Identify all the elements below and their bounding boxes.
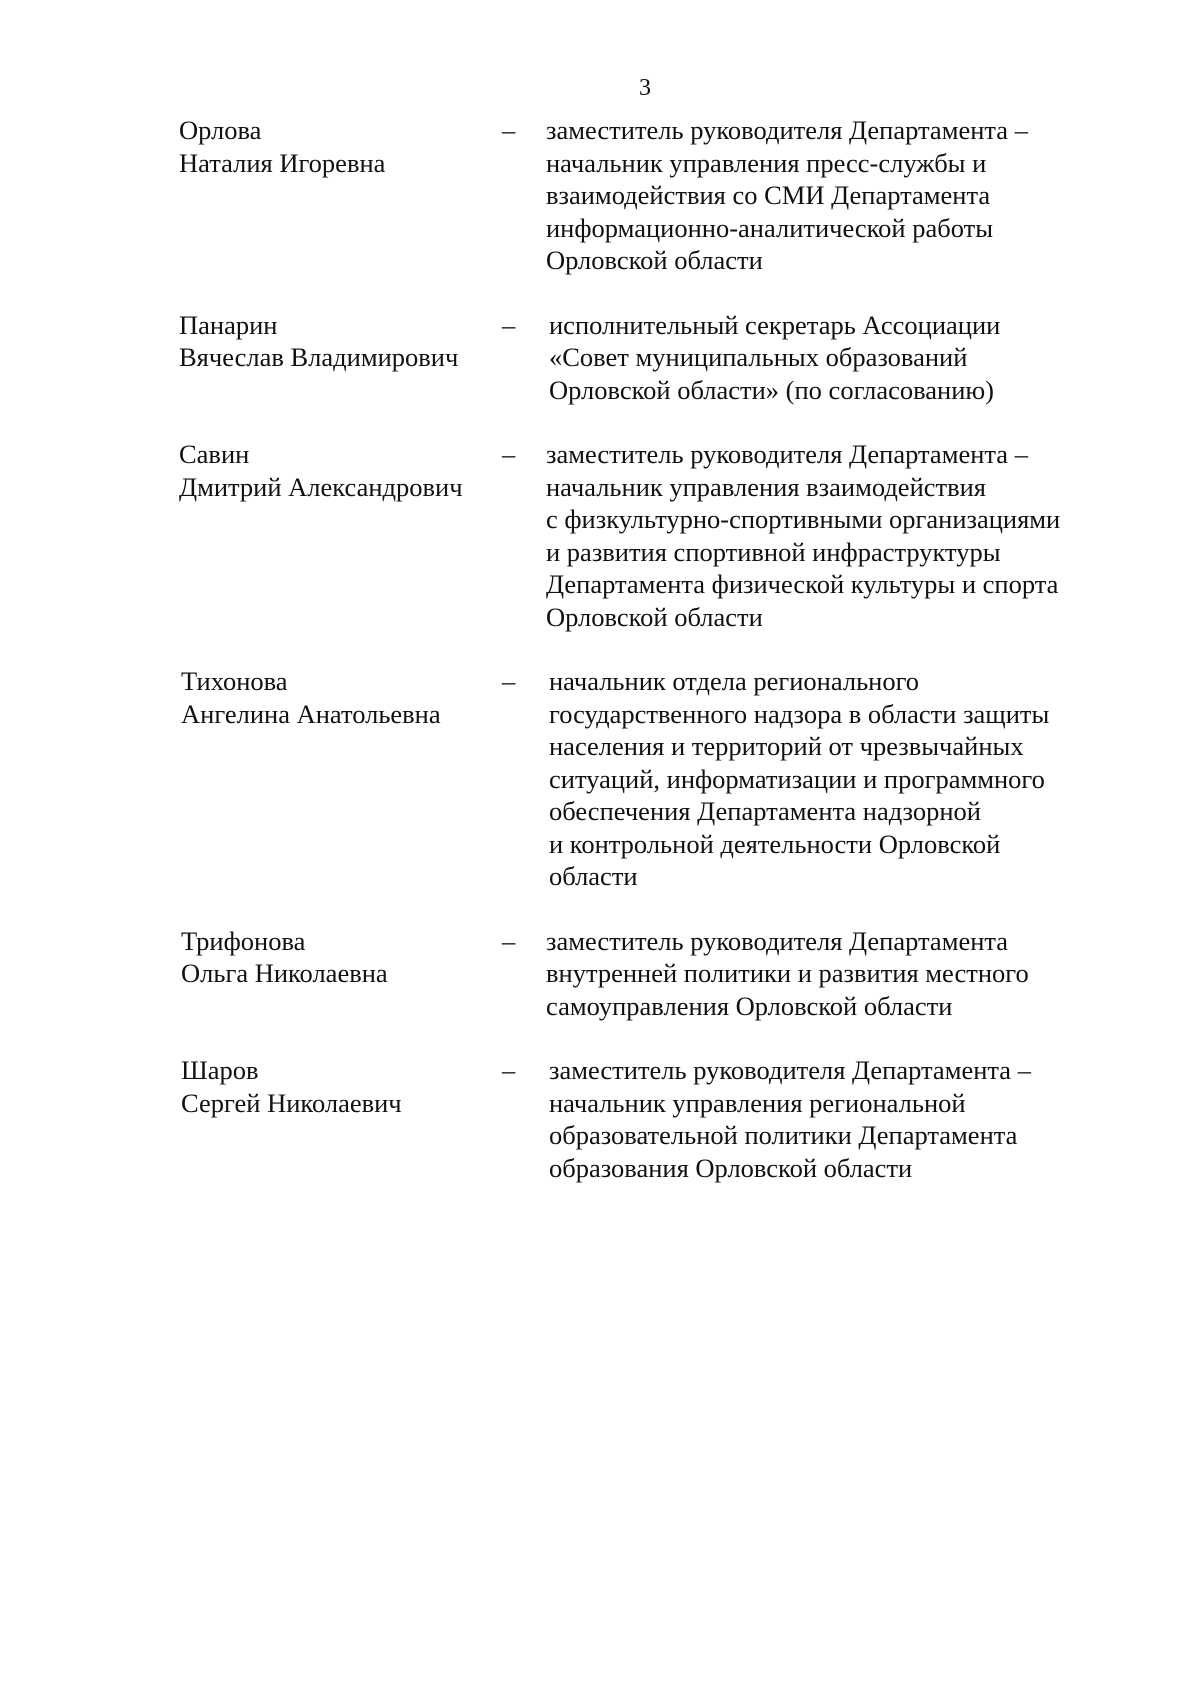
- member-role: заместитель руководителя Департамента – начальник управления региональной образовательной политики Департамента образования Орловской области: [549, 1055, 1031, 1183]
- page-number: 3: [639, 75, 651, 101]
- member-name: [181, 1054, 501, 1119]
- member-list: [179, 114, 1109, 1184]
- member-role: заместитель руководителя Департамента – начальник управления взаимодействия с физкультурно-спортивными организациями и развития спортивной инфраструктуры Департамента физической культуры и спорта Орловской области: [546, 439, 1061, 632]
- member-surname: Шаров: [181, 1055, 259, 1085]
- separator-dash: –: [502, 115, 516, 145]
- member-surname: Трифонова: [181, 925, 306, 956]
- member-entry-savin: [179, 438, 1109, 633]
- member-given-names: Сергей Николаевич: [181, 1087, 402, 1118]
- member-given-names: Наталия Игоревна: [179, 147, 386, 178]
- member-name: [181, 665, 501, 730]
- member-surname: Тихонова: [181, 666, 288, 696]
- member-surname: Орлова: [179, 115, 262, 145]
- member-role: исполнительный секретарь Ассоциации «Совет муниципальных образований Орловской области» (по согласованию): [549, 309, 1001, 405]
- separator-dash: –: [502, 925, 516, 956]
- member-role: начальник отдела регионального государственного надзора в области защиты населения и территорий от чрезвычайных ситуаций, информатизации и программного обеспечения Департамента надзорной и контрольной деятельности Орловской области: [549, 666, 1050, 891]
- separator-dash: –: [502, 666, 516, 696]
- member-name: [179, 438, 499, 503]
- member-given-names: Вячеслав Владимирович: [179, 342, 459, 372]
- member-surname: Панарин: [179, 309, 278, 340]
- member-role: заместитель руководителя Департамента – начальник управления пресс-службы и взаимодействия со СМИ Департамента информационно-аналитической работы Орловской области: [546, 115, 1028, 275]
- member-name: [179, 114, 499, 179]
- member-role: заместитель руководителя Департамента внутренней политики и развития местного самоуправления Орловской области: [546, 925, 1029, 1021]
- member-entry-sharov: [179, 1054, 1109, 1184]
- separator-dash: –: [502, 1055, 516, 1085]
- member-given-names: Ангелина Анатольевна: [181, 698, 441, 729]
- member-entry-trifonova: [179, 925, 1109, 1023]
- member-given-names: Дмитрий Александрович: [179, 471, 463, 502]
- member-given-names: Ольга Николаевна: [181, 958, 388, 988]
- separator-dash: –: [502, 439, 516, 469]
- member-surname: Савин: [179, 439, 250, 469]
- member-entry-panarin: [179, 309, 1109, 407]
- member-entry-tikhonova: [179, 665, 1109, 893]
- member-name: [181, 925, 501, 990]
- separator-dash: –: [502, 309, 516, 340]
- member-entry-orlova: [179, 114, 1109, 277]
- member-name: [179, 309, 499, 374]
